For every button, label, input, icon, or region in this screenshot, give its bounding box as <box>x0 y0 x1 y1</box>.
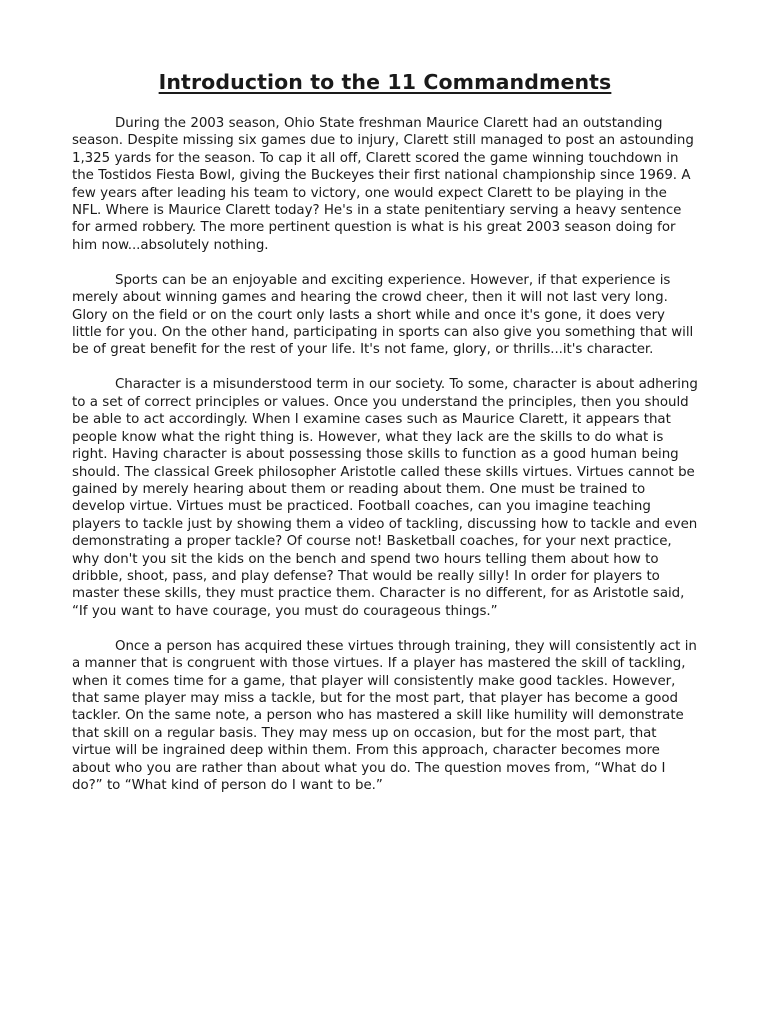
paragraph-4: Once a person has acquired these virtues through training, they will consistently act in a manner that is congruent with those virtues. If a player has mastered the skill of tackling, when it comes time for a game, that player will consistently make good tackles. However, that same player may miss a tackle, but for the most part, that player has become a good tackler. On the same note, a person who has mastered a skill like humility will demonstrate that skill on a regular basis. They may mess up on occasion, but for the most part, that virtue will be ingrained deep within them. From this approach, character becomes more about who you are rather than about what you do. The question moves from, “What do I do?” to “What kind of person do I want to be.” <box>72 638 697 793</box>
document-title: Introduction to the 11 Commandments <box>158 70 612 94</box>
paragraph-1: During the 2003 season, Ohio State freshman Maurice Clarett had an outstanding season. Despite missing six games due to injury, Clarett still managed to post an astounding 1,325 yards for the season. To cap it all off, Clarett scored the game winning touchdown in the Tostidos Fiesta Bowl, giving the Buckeyes their first national championship since 1969. A few years after leading his team to victory, one would expect Clarett to be playing in the NFL. Where is Maurice Clarett today? He's in a state penitentiary serving a heavy sentence for armed robbery. The more pertinent question is what is his great 2003 season doing for him now...absolutely nothing. <box>72 116 694 253</box>
paragraph-3: Character is a misunderstood term in our society. To some, character is about adhering to a set of correct principles or values. Once you understand the principles, then you should be able to act accordingly. When I examine cases such as Maurice Clarett, it appears that people know what the right thing is. However, what they lack are the skills to do what is right. Having character is about possessing those skills to function as a good human being should. The classical Greek philosopher Aristotle called these skills virtues. Virtues cannot be gained by merely hearing about them or reading about them. One must be trained to develop virtue. Virtues must be practiced. Football coaches, can you imagine teaching players to tackle just by showing them a video of tackling, discussing how to tackle and even demonstrating a proper tackle? Of course not! Basketball coaches, for your next practice, why don't you sit the kids on the bench and spend two hours telling them about how to dribble, shoot, pass, and play defense? That would be really silly! In order for players to master these skills, they must practice them. Character is no different, for as Aristotle said, “If you want to have courage, you must do courageous things.” <box>72 377 698 619</box>
paragraph-2: Sports can be an enjoyable and exciting experience. However, if that experience is merely about winning games and hearing the crowd cheer, then it will not last very long. Glory on the field or on the court only lasts a short while and once it's gone, it does very little for you. On the other hand, participating in sports can also give you something that will be of great benefit for the rest of your life. It's not fame, glory, or thrills...it's character. <box>72 272 694 358</box>
document-page <box>72 70 698 812</box>
